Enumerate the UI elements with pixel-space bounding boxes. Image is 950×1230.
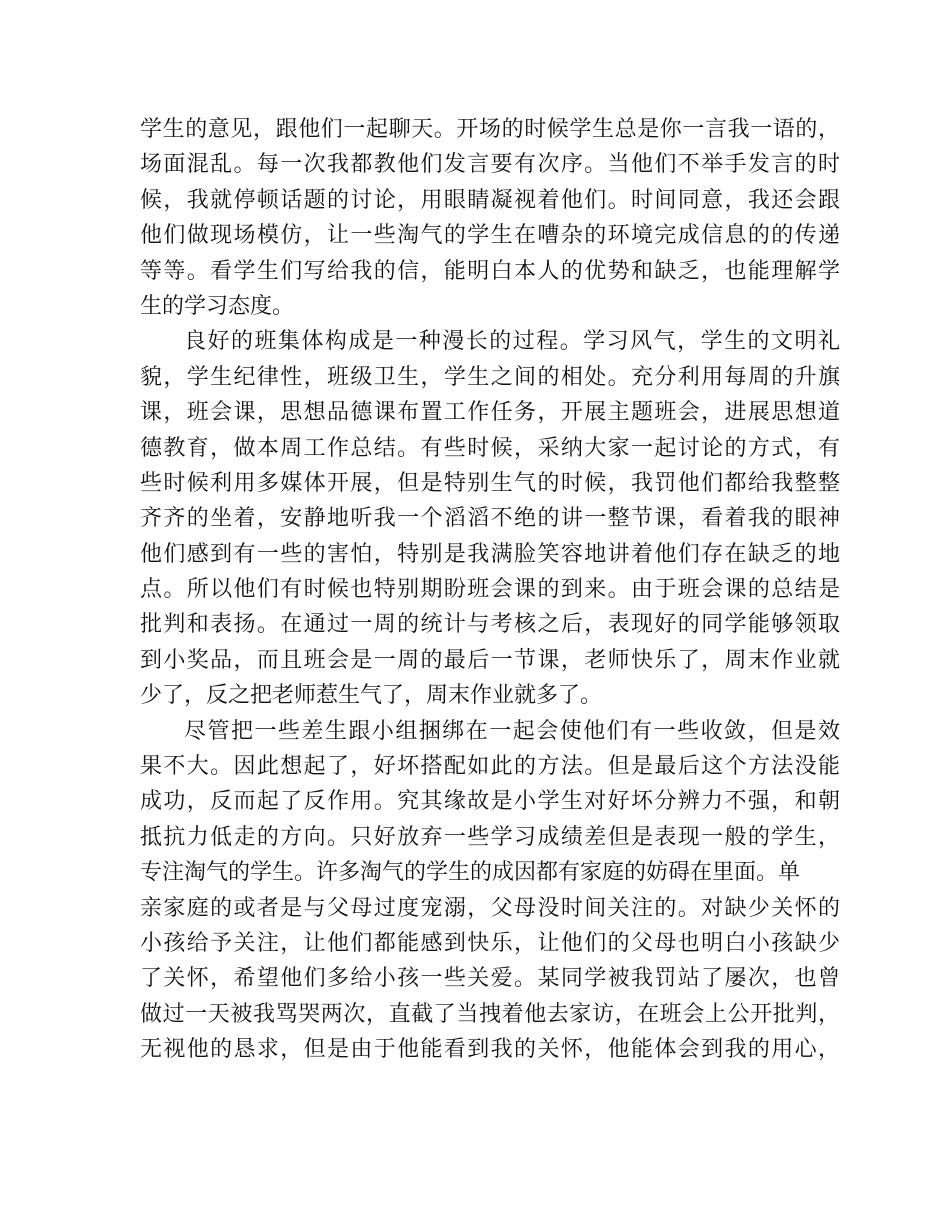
paragraph-line: 了关怀，希望他们多给小孩一些关爱。某同学被我罚站了屡次，也曾 — [140, 966, 840, 992]
paragraph-line: 批判和表扬。在通过一周的统计与考核之后，表现好的同学能够领取 — [140, 612, 840, 638]
paragraph-line: 候，我就停顿话题的讨论，用眼睛凝视着他们。时间同意，我还会跟 — [140, 187, 840, 213]
paragraph-line: 良好的班集体构成是一种漫长的过程。学习风气，学生的文明礼 — [184, 329, 840, 355]
paragraph-line: 无视他的恳求，但是由于他能看到我的关怀，他能体会到我的用心， — [140, 1037, 840, 1063]
paragraph-line: 他们感到有一些的害怕，特别是我满脸笑容地讲着他们存在缺乏的地 — [140, 541, 840, 567]
paragraph-line: 些时候利用多媒体开展，但是特别生气的时候，我罚他们都给我整整 — [140, 470, 840, 496]
body-text — [140, 112, 840, 1068]
paragraph-3 — [140, 714, 840, 1068]
paragraph-line: 尽管把一些差生跟小组捆绑在一起会使他们有一些收敛，但是效 — [184, 718, 840, 744]
paragraph-2 — [140, 324, 840, 713]
paragraph-line: 齐齐的坐着，安静地听我一个滔滔不绝的讲一整节课，看着我的眼神 — [140, 506, 840, 532]
paragraph-line: 到小奖品，而且班会是一周的最后一节课，老师快乐了，周末作业就 — [140, 647, 840, 673]
paragraph-line: 亲家庭的或者是与父母过度宠溺，父母没时间关注的。对缺少关怀的 — [140, 895, 840, 921]
paragraph-line: 德教育，做本周工作总结。有些时候，采纳大家一起讨论的方式，有 — [140, 435, 840, 461]
paragraph-line: 做过一天被我骂哭两次，直截了当拽着他去家访，在班会上公开批判， — [140, 1001, 840, 1027]
paragraph-line: 貌，学生纪律性，班级卫生，学生之间的相处。充分利用每周的升旗 — [140, 364, 840, 390]
paragraph-line: 学生的意见，跟他们一起聊天。开场的时候学生总是你一言我一语的， — [140, 117, 840, 142]
paragraph-line: 果不大。因此想起了，好坏搭配如此的方法。但是最后这个方法没能 — [140, 754, 840, 780]
paragraph-line: 成功，反而起了反作用。究其缘故是小学生对好坏分辨力不强，和朝 — [140, 789, 840, 815]
paragraph-line: 场面混乱。每一次我都教他们发言要有次序。当他们不举手发言的时 — [140, 152, 840, 178]
paragraph-line: 等等。看学生们写给我的信，能明白本人的优势和缺乏，也能理解学 — [140, 258, 840, 284]
paragraph-line: 他们做现场模仿，让一些淘气的学生在嘈杂的环境完成信息的的传递 — [140, 223, 840, 249]
paragraph-line: 专注淘气的学生。许多淘气的学生的成因都有家庭的妨碍在里面。单 — [140, 860, 801, 886]
paragraph-line: 课，班会课，思想品德课布置工作任务，开展主题班会，进展思想道 — [140, 400, 840, 426]
paragraph-line: 点。所以他们有时候也特别期盼班会课的到来。由于班会课的总结是 — [140, 577, 840, 603]
paragraph-line: 抵抗力低走的方向。只好放弃一些学习成绩差但是表现一般的学生， — [140, 824, 840, 850]
paragraph-line: 少了，反之把老师惹生气了，周末作业就多了。 — [140, 683, 603, 709]
paragraph-line: 生的学习态度。 — [140, 293, 295, 319]
paragraph-line: 小孩给予关注，让他们都能感到快乐，让他们的父母也明白小孩缺少 — [140, 930, 840, 956]
paragraph-1 — [140, 112, 840, 324]
